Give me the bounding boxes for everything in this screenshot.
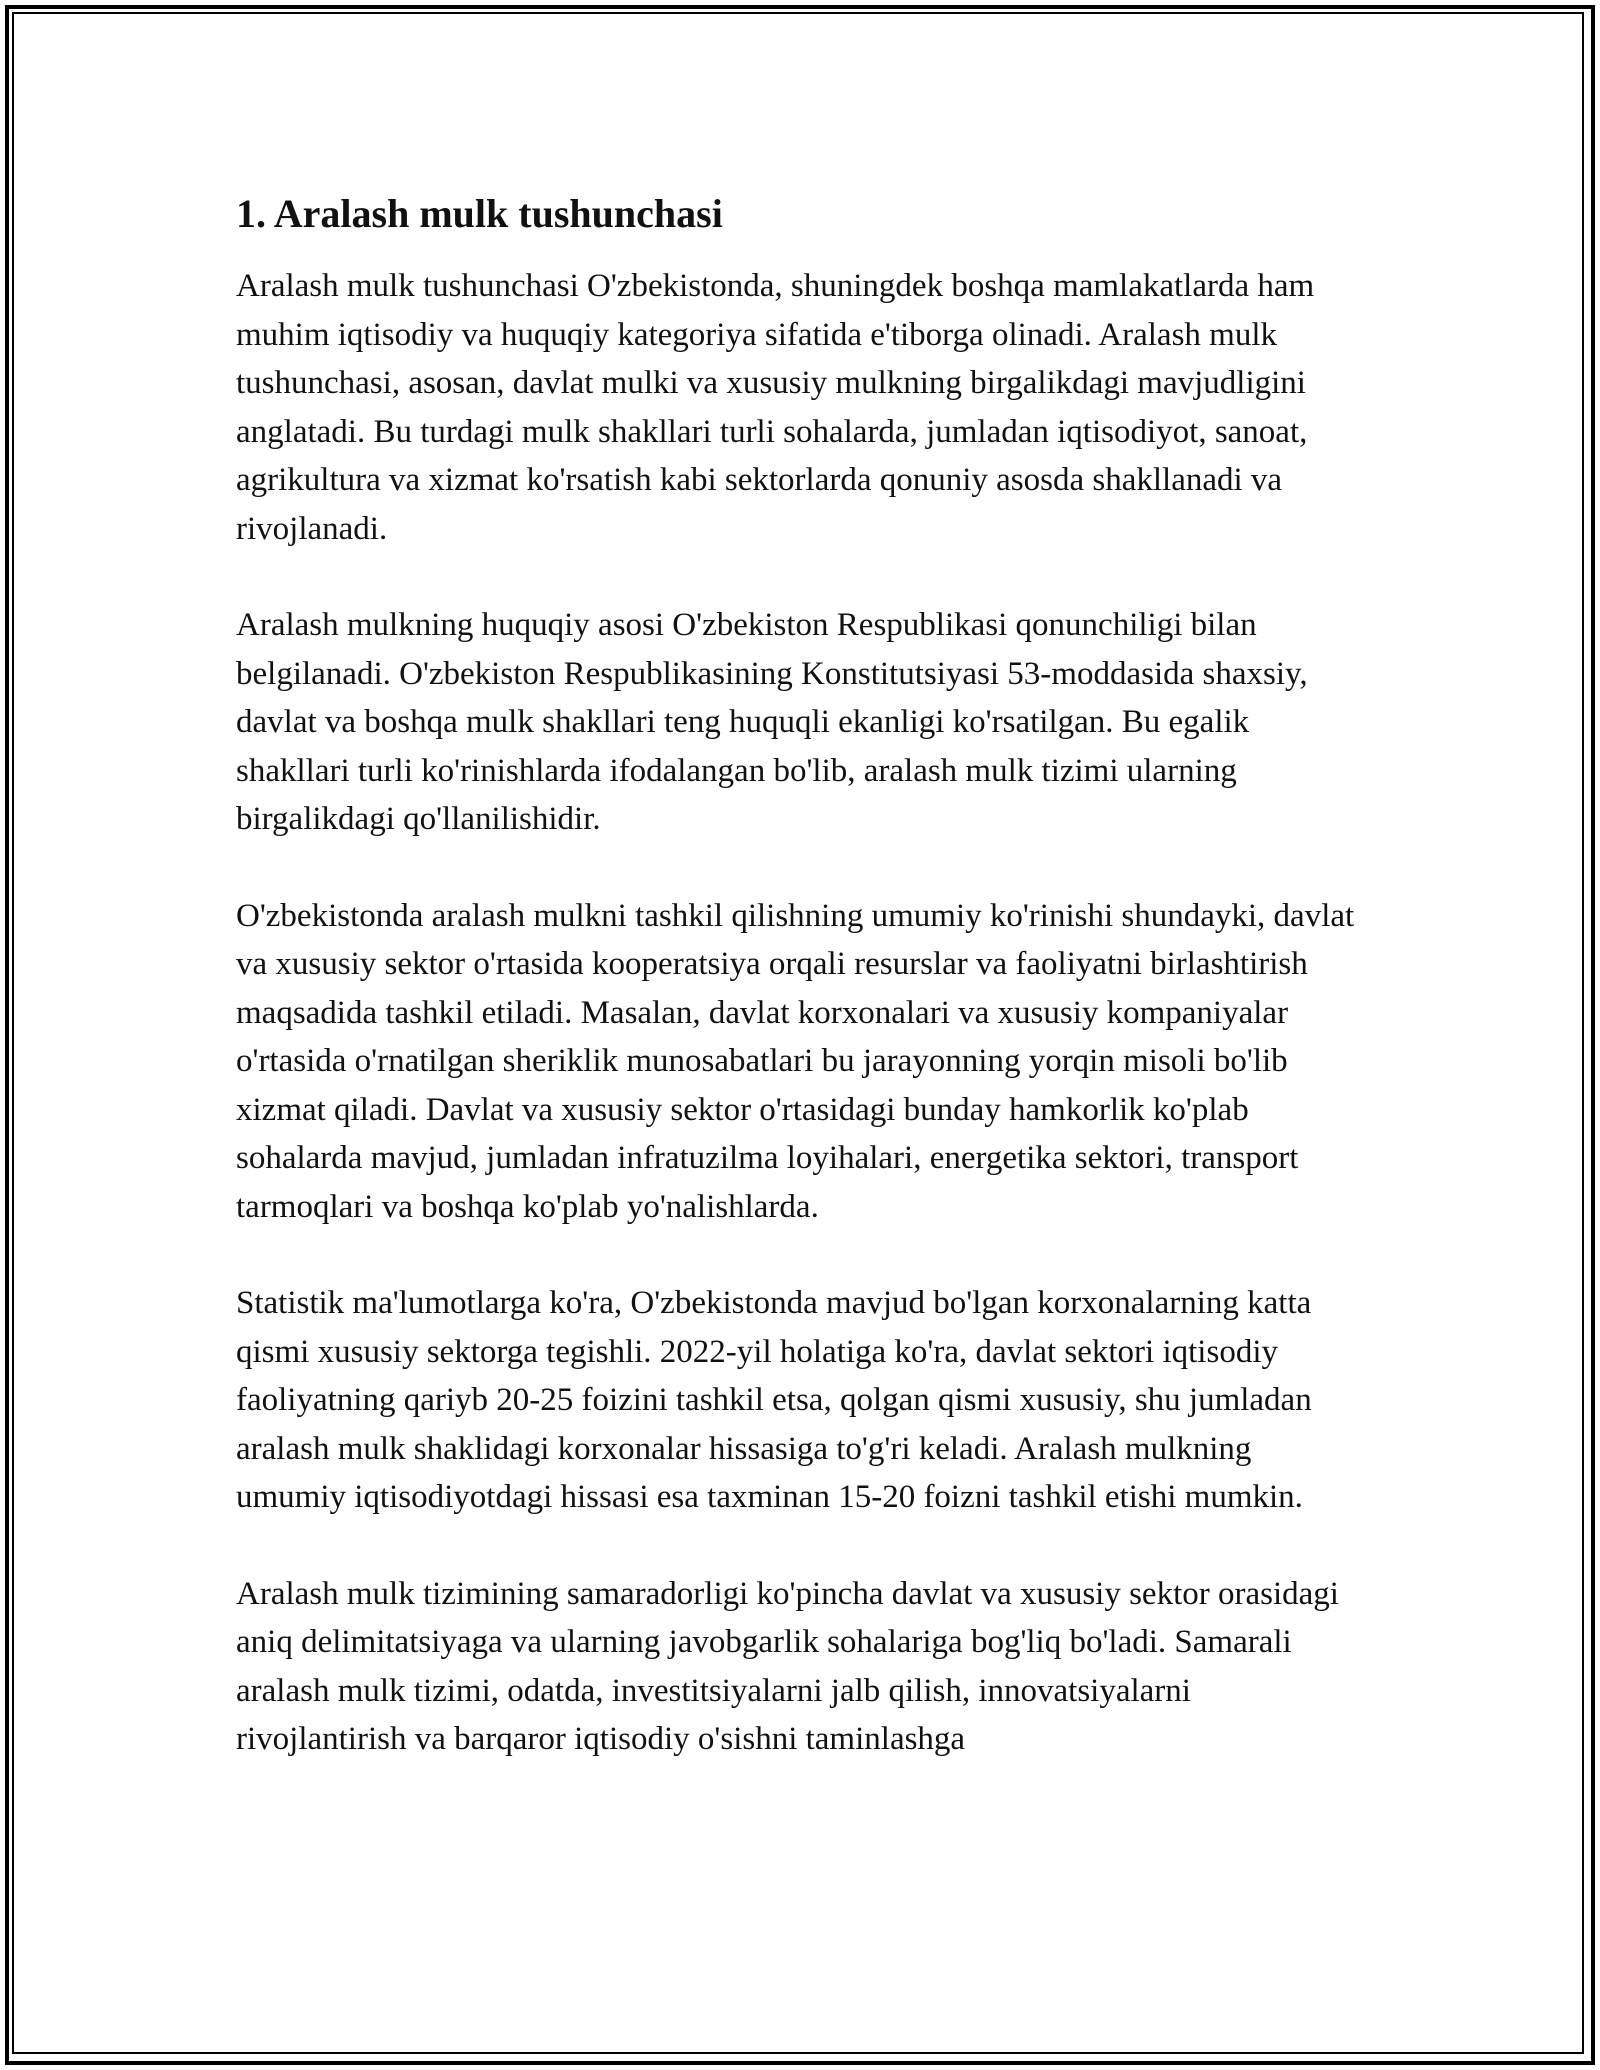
document-body [236, 186, 1366, 1812]
paragraph-4: Statistik ma'lumotlarga ko'ra, O'zbekistonda mavjud bo'lgan korxonalarning katta qismi xususiy sektorga tegishli. 2022-yil holatiga ko'ra, davlat sektori iqtisodiy faoliyatning qariyb 20-25 foizini tashkil etsa, qolgan qismi xususiy, shu jumladan aralash mulk shaklidagi korxonalar hissasiga to'g'ri keladi. Aralash mulkning umumiy iqtisodiyotdagi hissasi esa taxminan 15-20 foizni tashkil etishi mumkin. [236, 1285, 1312, 1515]
paragraph-3: O'zbekistonda aralash mulkni tashkil qilishning umumiy ko'rinishi shundayki, davlat va xususiy sektor o'rtasida kooperatsiya orqali resurslar va faoliyatni birlashtirish maqsadida tashkil etiladi. Masalan, davlat korxonalari va xususiy kompaniyalar o'rtasida o'rnatilgan sheriklik munosabatlari bu jarayonning yorqin misoli bo'lib xizmat qiladi. Davlat va xususiy sektor o'rtasidagi bunday hamkorlik ko'plab sohalarda mavjud, jumladan infratuzilma loyihalari, energetika sektori, transport tarmoqlari va boshqa ko'plab yo'nalishlarda. [236, 897, 1355, 1225]
paragraph-2: Aralash mulkning huquqiy asosi O'zbekiston Respublikasi qonunchiligi bilan belgilanadi. O'zbekiston Respublikasining Konstitutsiyasi 53-moddasida shaxsiy, davlat va boshqa mulk shakllari teng huquqli ekanligi ko'rsatilgan. Bu egalik shakllari turli ko'rinishlarda ifodalangan bo'lib, aralash mulk tizimi ularning birgalikdagi qo'llanilishidir. [236, 607, 1308, 837]
section-heading: 1. Aralash mulk tushunchasi [236, 191, 723, 236]
paragraph-1: Aralash mulk tushunchasi O'zbekistonda, shuningdek boshqa mamlakatlarda ham muhim iqtisodiy va huquqiy kategoriya sifatida e'tiborga olinadi. Aralash mulk tushunchasi, asosan, davlat mulki va xususiy mulkning birgalikdagi mavjudligini anglatadi. Bu turdagi mulk shakllari turli sohalarda, jumladan iqtisodiyot, sanoat, agrikultura va xizmat ko'rsatish kabi sektorlarda qonuniy asosda shakllanadi va rivojlanadi. [236, 268, 1315, 547]
paragraph-5: Aralash mulk tizimining samaradorligi ko'pincha davlat va xususiy sektor orasidagi aniq delimitatsiyaga va ularning javobgarlik sohalariga bog'liq bo'ladi. Samarali aralash mulk tizimi, odatda, investitsiyalarni jalb qilish, innovatsiyalarni rivojlantirish va barqaror iqtisodiy o'sishni taminlashga [236, 1575, 1339, 1757]
